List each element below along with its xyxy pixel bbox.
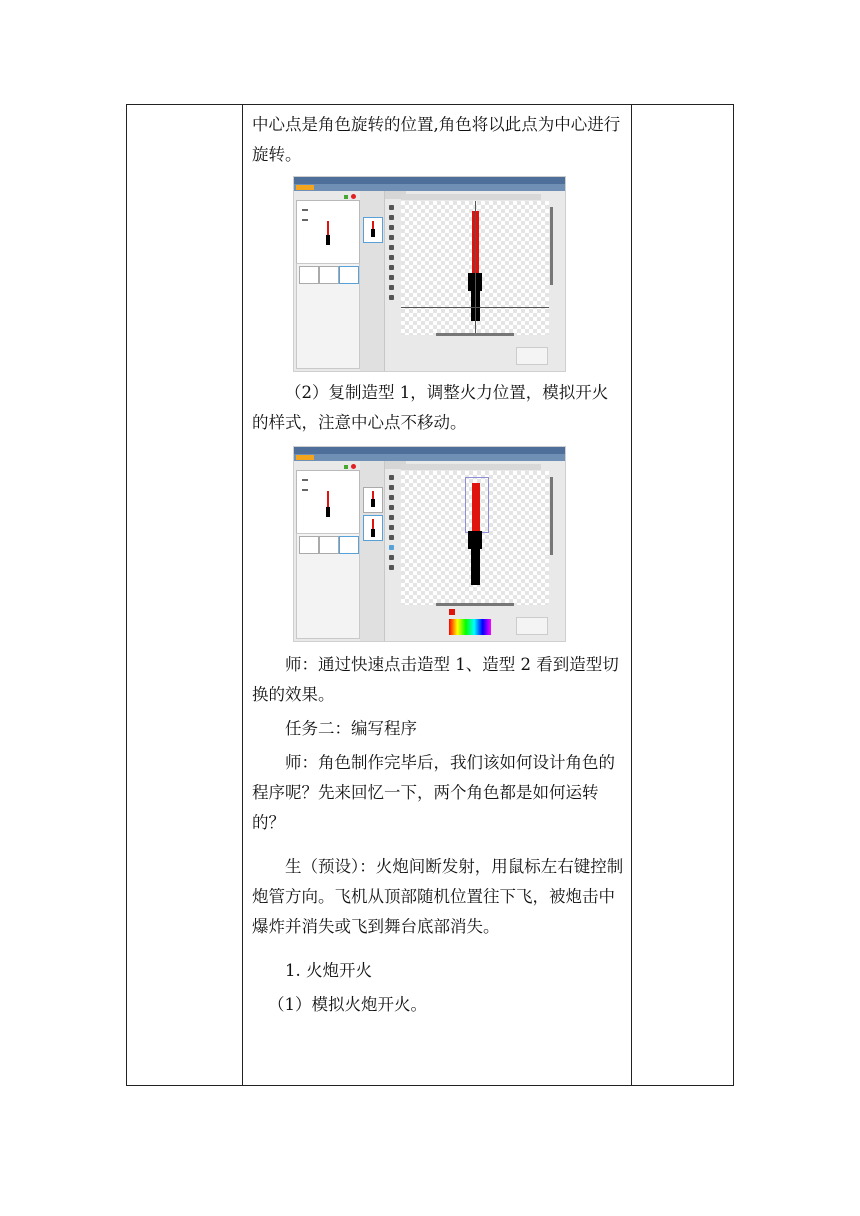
paragraph-teacher-question: 师：角色制作完毕后，我们该如何设计角色的程序呢？先来回忆一下，两个角色都是如何运转的？ — [252, 753, 615, 832]
barrel-top — [468, 531, 482, 549]
stage-preview — [296, 470, 360, 534]
column-divider — [242, 105, 243, 1085]
paragraph-task-2: 任务二：编写程序 — [285, 719, 417, 738]
paragraph-step-2: （2）复制造型 1，调整火力位置，模拟开火的样式，注意中心点不移动。 — [252, 383, 609, 432]
sprite-list — [296, 533, 360, 639]
column-divider — [631, 105, 632, 1085]
paint-tools — [388, 205, 396, 361]
barrel-bottom — [471, 549, 480, 585]
paragraph-student-answer: 生（预设）：火炮间断发射，用鼠标左右键控制炮管方向。飞机从顶部随机位置往下飞，被炮击中爆炸并消失或飞到舞台底部消失。 — [252, 857, 624, 936]
paragraph-center-point: 中心点是角色旋转的位置,角色将以此点为中心进行旋转。 — [252, 115, 621, 164]
paint-canvas — [401, 471, 549, 605]
scratch-screenshot-1 — [293, 176, 566, 372]
costume-list — [360, 191, 385, 371]
center-line-vertical — [475, 201, 476, 335]
paragraph-fire-heading: 1. 火炮开火 — [285, 961, 372, 980]
sprite-list — [296, 263, 360, 369]
fire-shape — [472, 483, 480, 531]
scratch-screenshot-2 — [293, 446, 566, 642]
costume-list — [360, 461, 385, 641]
center-line-horizontal — [401, 307, 549, 308]
paragraph-teacher-switch: 师：通过快速点击造型 1、造型 2 看到造型切换的效果。 — [252, 655, 619, 704]
paint-canvas — [401, 201, 549, 335]
paint-tools — [388, 475, 396, 631]
paragraph-simulate-fire: （1）模拟火炮开火。 — [268, 995, 427, 1014]
stage-preview — [296, 200, 360, 264]
